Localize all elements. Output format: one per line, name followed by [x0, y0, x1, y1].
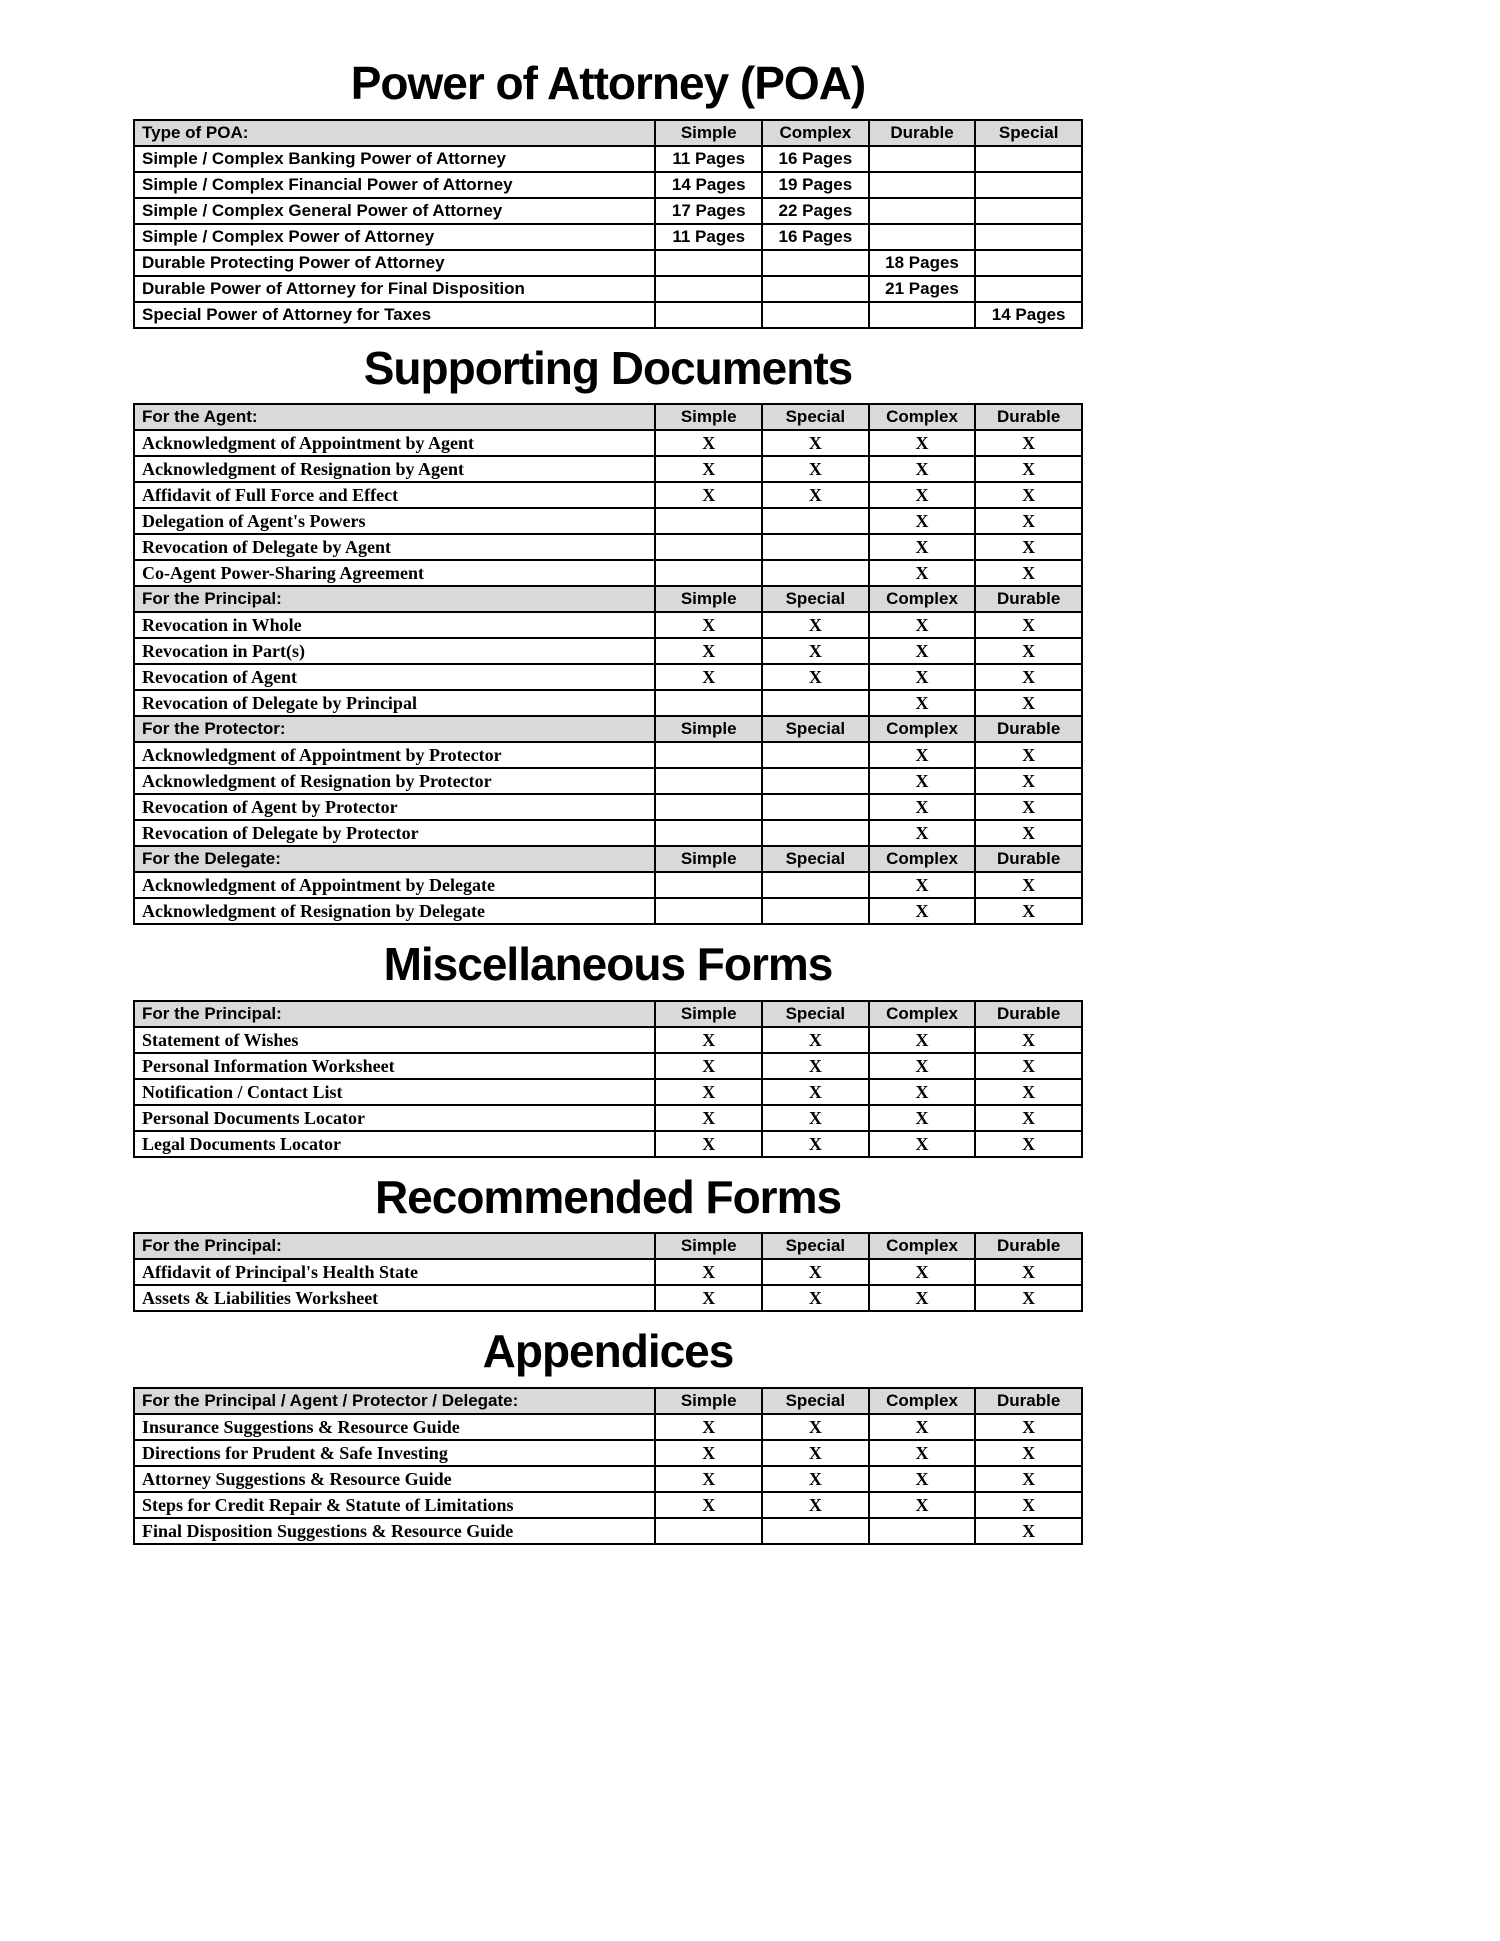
table-row: [134, 276, 1082, 302]
row-cell: [869, 146, 976, 172]
row-cell: X: [655, 1079, 762, 1105]
row-cell: X: [655, 1131, 762, 1157]
column-header: Complex: [869, 1001, 976, 1027]
row-cell: [655, 250, 762, 276]
table-row: [134, 534, 1082, 560]
row-cell: [762, 508, 869, 534]
row-label: Final Disposition Suggestions & Resource Guide: [134, 1518, 655, 1544]
table-row: [134, 1518, 1082, 1544]
table-row: [134, 638, 1082, 664]
row-cell: X: [975, 1131, 1082, 1157]
row-cell: [655, 768, 762, 794]
row-cell: X: [975, 1492, 1082, 1518]
section-supporting-documents: [133, 343, 1083, 926]
row-cell: X: [869, 1259, 976, 1285]
row-cell: X: [655, 612, 762, 638]
table-row: [134, 1285, 1082, 1311]
column-header: Special: [762, 716, 869, 742]
row-cell: X: [975, 1079, 1082, 1105]
row-cell: X: [762, 1079, 869, 1105]
section-miscellaneous-forms: [133, 939, 1083, 1158]
row-label: Statement of Wishes: [134, 1027, 655, 1053]
row-cell: X: [762, 482, 869, 508]
row-label: Revocation of Delegate by Protector: [134, 820, 655, 846]
row-cell: [975, 198, 1082, 224]
row-label: Insurance Suggestions & Resource Guide: [134, 1414, 655, 1440]
row-cell: X: [655, 638, 762, 664]
row-cell: [762, 768, 869, 794]
column-header: Special: [762, 1001, 869, 1027]
row-cell: [762, 898, 869, 924]
row-cell: X: [655, 1285, 762, 1311]
column-header: Special: [762, 1388, 869, 1414]
row-cell: X: [762, 430, 869, 456]
table-row: [134, 690, 1082, 716]
table-row: [134, 456, 1082, 482]
row-cell: [975, 172, 1082, 198]
column-header: Special: [762, 586, 869, 612]
row-cell: 14 Pages: [975, 302, 1082, 328]
group-header-label: For the Agent:: [134, 404, 655, 430]
section-title: Power of Attorney (POA): [350, 57, 866, 109]
row-cell: [975, 146, 1082, 172]
row-cell: X: [975, 612, 1082, 638]
table-row: [134, 820, 1082, 846]
group-header-label: For the Delegate:: [134, 846, 655, 872]
column-header: Simple: [655, 1388, 762, 1414]
row-cell: X: [869, 638, 976, 664]
row-cell: X: [975, 534, 1082, 560]
section-title: Miscellaneous Forms: [383, 938, 833, 991]
row-label: Affidavit of Principal's Health State: [134, 1259, 655, 1285]
row-label: Revocation of Delegate by Principal: [134, 690, 655, 716]
row-cell: X: [655, 1414, 762, 1440]
row-cell: X: [975, 768, 1082, 794]
row-cell: [975, 224, 1082, 250]
column-header: Complex: [869, 586, 976, 612]
row-cell: X: [869, 1414, 976, 1440]
column-header: Durable: [975, 586, 1082, 612]
table-row: [134, 794, 1082, 820]
section-title: Appendices: [482, 1325, 734, 1378]
row-cell: X: [869, 1027, 976, 1053]
group-header-label: For the Principal:: [134, 1001, 655, 1027]
row-cell: [655, 742, 762, 768]
row-cell: X: [975, 664, 1082, 690]
row-cell: [762, 302, 869, 328]
row-cell: X: [869, 872, 976, 898]
row-cell: 21 Pages: [869, 276, 976, 302]
column-header: Durable: [975, 1233, 1082, 1259]
column-header: Durable: [869, 120, 976, 146]
table-row: [134, 1079, 1082, 1105]
table-row: [134, 482, 1082, 508]
column-header: Special: [762, 1233, 869, 1259]
row-cell: X: [869, 1466, 976, 1492]
row-cell: X: [655, 664, 762, 690]
column-header: Complex: [762, 120, 869, 146]
row-label: Simple / Complex General Power of Attorney: [134, 198, 655, 224]
row-label: Steps for Credit Repair & Statute of Limitations: [134, 1492, 655, 1518]
row-cell: X: [655, 1466, 762, 1492]
row-cell: X: [762, 638, 869, 664]
row-cell: X: [869, 482, 976, 508]
row-label: Acknowledgment of Resignation by Delegate: [134, 898, 655, 924]
row-cell: [869, 198, 976, 224]
row-label: Durable Power of Attorney for Final Disposition: [134, 276, 655, 302]
row-cell: X: [655, 1053, 762, 1079]
row-cell: X: [762, 1285, 869, 1311]
table-row: [134, 560, 1082, 586]
row-cell: X: [762, 1492, 869, 1518]
row-label: Attorney Suggestions & Resource Guide: [134, 1466, 655, 1492]
section-recommended-forms: [133, 1172, 1083, 1313]
row-cell: X: [869, 1131, 976, 1157]
row-label: Simple / Complex Banking Power of Attorney: [134, 146, 655, 172]
forms-table: [133, 1387, 1083, 1545]
row-cell: [975, 276, 1082, 302]
row-cell: X: [762, 1440, 869, 1466]
table-row: [134, 1440, 1082, 1466]
row-label: Acknowledgment of Appointment by Agent: [134, 430, 655, 456]
row-label: Legal Documents Locator: [134, 1131, 655, 1157]
row-cell: 11 Pages: [655, 224, 762, 250]
row-cell: X: [869, 1105, 976, 1131]
row-cell: 17 Pages: [655, 198, 762, 224]
table-row: [134, 508, 1082, 534]
row-cell: [762, 690, 869, 716]
row-cell: X: [869, 742, 976, 768]
column-header: Durable: [975, 716, 1082, 742]
table-row: [134, 224, 1082, 250]
row-cell: X: [869, 768, 976, 794]
row-label: Revocation in Whole: [134, 612, 655, 638]
row-label: Acknowledgment of Resignation by Protector: [134, 768, 655, 794]
row-cell: X: [869, 1440, 976, 1466]
row-cell: X: [975, 1414, 1082, 1440]
row-cell: X: [975, 820, 1082, 846]
row-cell: X: [869, 820, 976, 846]
section-power-of-attorney: [133, 58, 1083, 329]
column-header: Simple: [655, 846, 762, 872]
row-cell: X: [975, 508, 1082, 534]
row-cell: X: [975, 1259, 1082, 1285]
section-title: Supporting Documents: [363, 341, 853, 394]
table-row: [134, 1131, 1082, 1157]
row-cell: X: [869, 1079, 976, 1105]
row-cell: X: [869, 456, 976, 482]
table-header-row: [134, 120, 1082, 146]
row-cell: X: [869, 898, 976, 924]
column-header: Complex: [869, 846, 976, 872]
column-header: Complex: [869, 404, 976, 430]
row-cell: X: [975, 872, 1082, 898]
row-cell: [762, 534, 869, 560]
row-cell: [869, 172, 976, 198]
column-header: Durable: [975, 1001, 1082, 1027]
row-cell: 18 Pages: [869, 250, 976, 276]
row-cell: X: [869, 794, 976, 820]
row-cell: X: [762, 1027, 869, 1053]
row-cell: 19 Pages: [762, 172, 869, 198]
table-row: [134, 302, 1082, 328]
forms-table: [133, 403, 1083, 925]
row-label: Acknowledgment of Appointment by Delegate: [134, 872, 655, 898]
row-cell: X: [762, 1466, 869, 1492]
row-label: Revocation in Part(s): [134, 638, 655, 664]
row-cell: X: [655, 1440, 762, 1466]
column-header: Simple: [655, 716, 762, 742]
table-header-row: [134, 1001, 1082, 1027]
table-row: [134, 768, 1082, 794]
row-cell: X: [975, 794, 1082, 820]
row-label: Affidavit of Full Force and Effect: [134, 482, 655, 508]
row-cell: X: [975, 560, 1082, 586]
row-cell: [655, 898, 762, 924]
column-header: Special: [975, 120, 1082, 146]
row-label: Delegation of Agent's Powers: [134, 508, 655, 534]
row-cell: X: [762, 1131, 869, 1157]
table-row: [134, 1466, 1082, 1492]
row-cell: [762, 742, 869, 768]
column-header: Simple: [655, 586, 762, 612]
row-cell: X: [655, 482, 762, 508]
row-cell: X: [655, 1105, 762, 1131]
section-title: Recommended Forms: [374, 1170, 842, 1223]
column-header: Special: [762, 846, 869, 872]
row-label: Simple / Complex Power of Attorney: [134, 224, 655, 250]
table-row: [134, 1259, 1082, 1285]
table-row: [134, 172, 1082, 198]
row-cell: X: [975, 1053, 1082, 1079]
row-cell: [655, 534, 762, 560]
group-header-label: For the Principal / Agent / Protector / Delegate:: [134, 1388, 655, 1414]
row-cell: X: [869, 508, 976, 534]
column-header: Complex: [869, 1388, 976, 1414]
row-label: Acknowledgment of Resignation by Agent: [134, 456, 655, 482]
forms-table: [133, 1232, 1083, 1312]
row-cell: [762, 794, 869, 820]
table-header-row: [134, 404, 1082, 430]
row-cell: [655, 1518, 762, 1544]
row-cell: X: [762, 1259, 869, 1285]
row-cell: [655, 508, 762, 534]
row-cell: [762, 1518, 869, 1544]
column-header: Durable: [975, 1388, 1082, 1414]
table-row: [134, 1027, 1082, 1053]
row-cell: X: [869, 612, 976, 638]
row-cell: 14 Pages: [655, 172, 762, 198]
row-label: Revocation of Agent: [134, 664, 655, 690]
row-cell: [762, 820, 869, 846]
row-label: Durable Protecting Power of Attorney: [134, 250, 655, 276]
row-cell: X: [975, 1285, 1082, 1311]
row-cell: [655, 560, 762, 586]
table-row: [134, 612, 1082, 638]
row-cell: [869, 302, 976, 328]
table-row: [134, 1492, 1082, 1518]
row-cell: X: [762, 612, 869, 638]
forms-table: [133, 119, 1083, 329]
table-row: [134, 1105, 1082, 1131]
row-cell: 16 Pages: [762, 224, 869, 250]
row-cell: X: [655, 1259, 762, 1285]
row-cell: 22 Pages: [762, 198, 869, 224]
row-cell: X: [975, 456, 1082, 482]
row-cell: X: [655, 430, 762, 456]
table-row: [134, 430, 1082, 456]
row-cell: [655, 794, 762, 820]
row-cell: X: [869, 1053, 976, 1079]
column-header: Durable: [975, 846, 1082, 872]
row-cell: X: [762, 456, 869, 482]
row-cell: [762, 250, 869, 276]
table-row: [134, 1414, 1082, 1440]
table-row: [134, 198, 1082, 224]
row-cell: X: [975, 742, 1082, 768]
row-cell: [762, 872, 869, 898]
row-cell: X: [762, 1105, 869, 1131]
table-row: [134, 250, 1082, 276]
row-cell: X: [975, 430, 1082, 456]
row-cell: [655, 872, 762, 898]
row-cell: X: [655, 456, 762, 482]
row-label: Acknowledgment of Appointment by Protector: [134, 742, 655, 768]
row-label: Assets & Liabilities Worksheet: [134, 1285, 655, 1311]
row-label: Simple / Complex Financial Power of Attorney: [134, 172, 655, 198]
row-label: Personal Documents Locator: [134, 1105, 655, 1131]
row-cell: X: [869, 560, 976, 586]
row-cell: X: [762, 1053, 869, 1079]
row-cell: X: [869, 690, 976, 716]
group-header-label: For the Principal:: [134, 586, 655, 612]
row-cell: X: [869, 664, 976, 690]
row-cell: X: [975, 1105, 1082, 1131]
row-cell: [655, 820, 762, 846]
row-cell: X: [869, 1492, 976, 1518]
group-header-label: Type of POA:: [134, 120, 655, 146]
row-label: Directions for Prudent & Safe Investing: [134, 1440, 655, 1466]
row-cell: X: [975, 898, 1082, 924]
row-label: Revocation of Delegate by Agent: [134, 534, 655, 560]
row-cell: X: [655, 1027, 762, 1053]
row-cell: X: [869, 1285, 976, 1311]
row-cell: X: [655, 1492, 762, 1518]
row-label: Special Power of Attorney for Taxes: [134, 302, 655, 328]
row-cell: [762, 560, 869, 586]
table-header-row: [134, 586, 1082, 612]
row-cell: [869, 224, 976, 250]
column-header: Simple: [655, 1233, 762, 1259]
table-row: [134, 1053, 1082, 1079]
row-cell: [762, 276, 869, 302]
column-header: Durable: [975, 404, 1082, 430]
table-row: [134, 742, 1082, 768]
row-cell: X: [975, 1027, 1082, 1053]
row-label: Revocation of Agent by Protector: [134, 794, 655, 820]
row-label: Personal Information Worksheet: [134, 1053, 655, 1079]
row-cell: X: [762, 1414, 869, 1440]
table-header-row: [134, 716, 1082, 742]
row-cell: [655, 690, 762, 716]
group-header-label: For the Protector:: [134, 716, 655, 742]
row-cell: [655, 276, 762, 302]
column-header: Special: [762, 404, 869, 430]
table-header-row: [134, 1388, 1082, 1414]
row-cell: 16 Pages: [762, 146, 869, 172]
row-cell: X: [975, 1440, 1082, 1466]
table-row: [134, 898, 1082, 924]
row-cell: 11 Pages: [655, 146, 762, 172]
row-cell: [655, 302, 762, 328]
row-cell: X: [975, 690, 1082, 716]
column-header: Complex: [869, 716, 976, 742]
row-cell: X: [869, 534, 976, 560]
column-header: Complex: [869, 1233, 976, 1259]
row-cell: X: [869, 430, 976, 456]
column-header: Simple: [655, 1001, 762, 1027]
row-cell: [869, 1518, 976, 1544]
table-row: [134, 664, 1082, 690]
row-cell: X: [975, 1518, 1082, 1544]
table-header-row: [134, 1233, 1082, 1259]
table-row: [134, 872, 1082, 898]
column-header: Simple: [655, 120, 762, 146]
column-header: Simple: [655, 404, 762, 430]
row-cell: X: [762, 664, 869, 690]
forms-table: [133, 1000, 1083, 1158]
row-cell: X: [975, 638, 1082, 664]
table-row: [134, 146, 1082, 172]
section-appendices: [133, 1326, 1083, 1545]
document-page: [133, 0, 1083, 1545]
row-cell: [975, 250, 1082, 276]
row-label: Co-Agent Power-Sharing Agreement: [134, 560, 655, 586]
table-header-row: [134, 846, 1082, 872]
group-header-label: For the Principal:: [134, 1233, 655, 1259]
row-cell: X: [975, 1466, 1082, 1492]
row-label: Notification / Contact List: [134, 1079, 655, 1105]
row-cell: X: [975, 482, 1082, 508]
